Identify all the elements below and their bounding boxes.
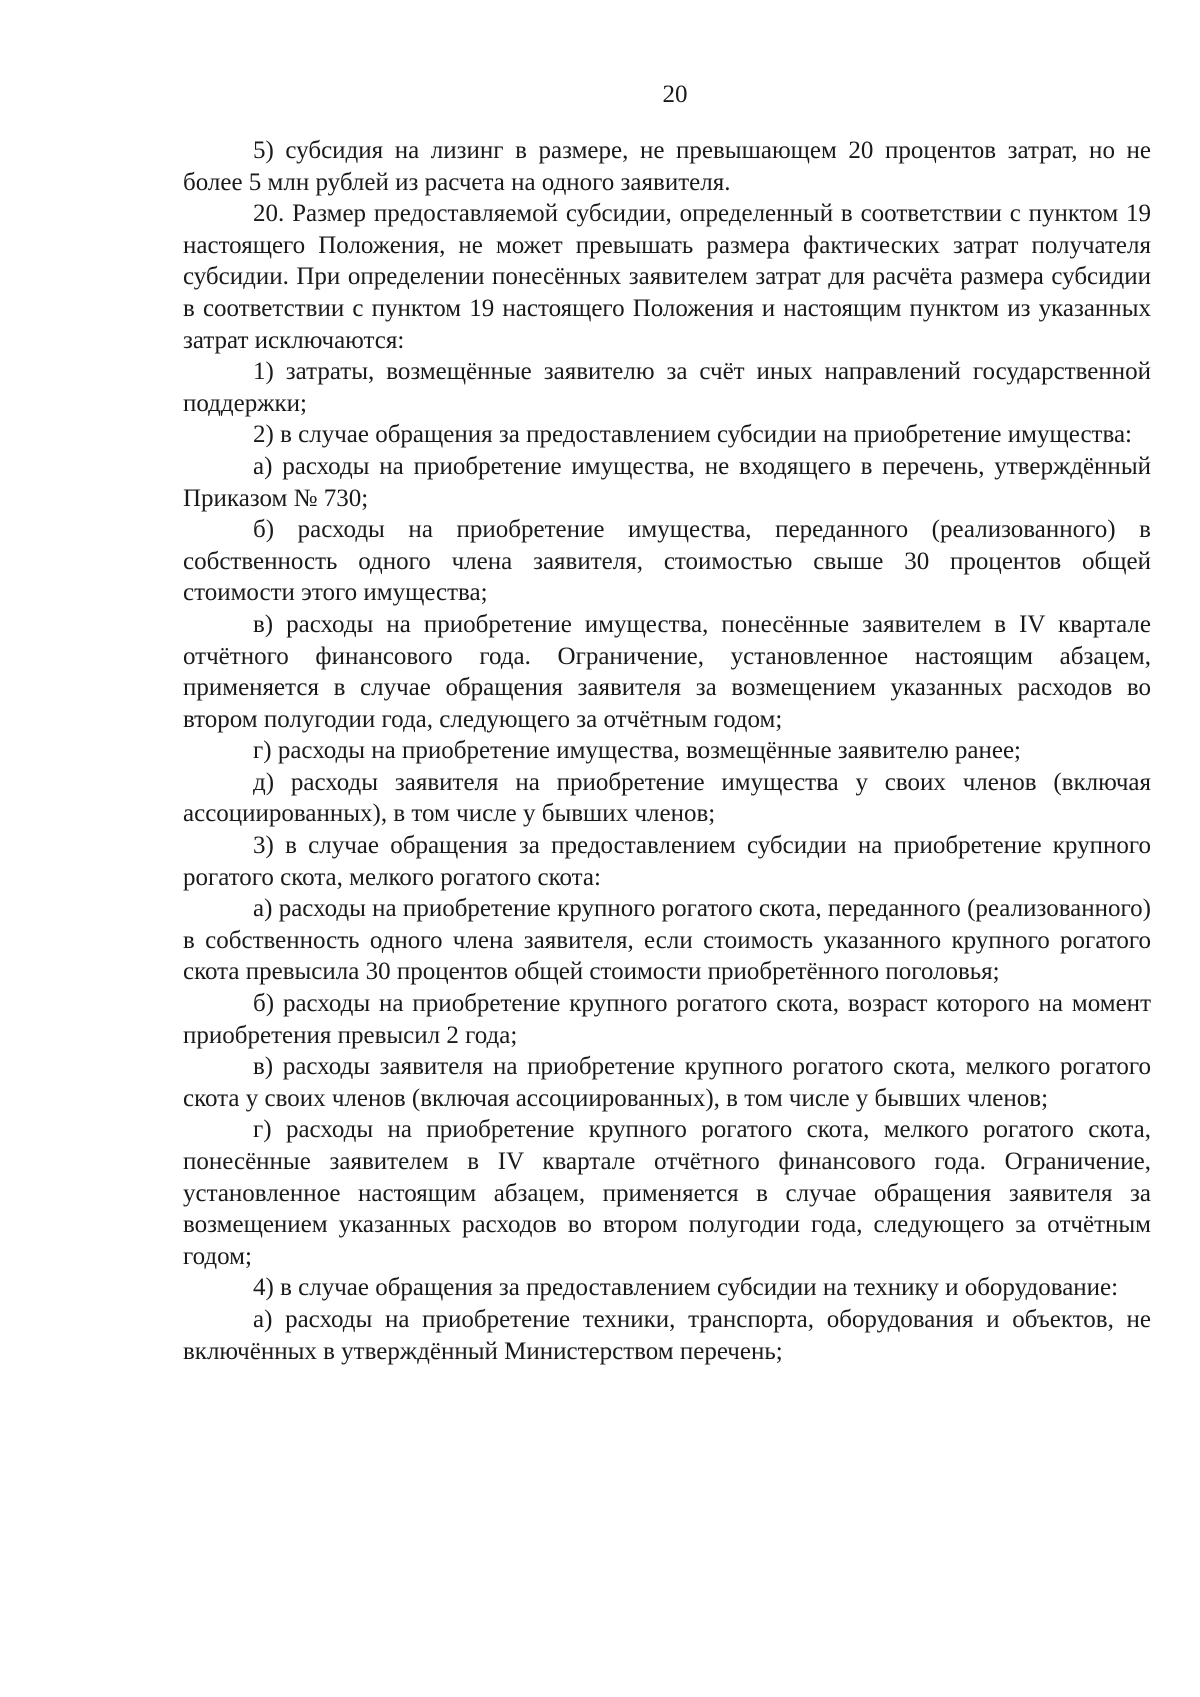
list-item-1: 1) затраты, возмещённые заявителю за счёт иных направлений государственной поддержки; xyxy=(183,358,1151,417)
list-item-2g: г) расходы на приобретение имущества, возмещённые заявителю ранее; xyxy=(253,737,1021,765)
list-item-4: 4) в случае обращения за предоставлением субсидии на технику и оборудование: xyxy=(253,1274,1119,1302)
list-item-2a: а) расходы на приобретение имущества, не входящего в перечень, утверждённый Приказом № 730; xyxy=(183,452,1151,512)
list-item-3b: б) расходы на приобретение крупного рогатого скота, возраст которого на момент приобретения превысил 2 года; xyxy=(183,990,1151,1049)
list-item-4a: а) расходы на приобретение техники, транспорта, оборудования и объектов, не включённых в утверждённый Министерством перечень; xyxy=(183,1305,1151,1365)
list-item-2: 2) в случае обращения за предоставлением субсидии на приобретение имущества: xyxy=(253,421,1132,449)
list-item-3: 3) в случае обращения за предоставлением субсидии на приобретение крупного рогатого скота, мелкого рогатого скота: xyxy=(183,832,1151,891)
list-item-3a: а) расходы на приобретение крупного рогатого скота, переданного (реализованного) в собственность одного члена заявителя, если стоимость указанного крупного рогатого скота превысила 30 процентов общей стоимости приобретённого поголовья; xyxy=(183,895,1151,986)
paragraph-20-subsidy-size: 20. Размер предоставляемой субсидии, определенный в соответствии с пунктом 19 настоящего Положения, не может превышать размера фактических затрат получателя субсидии. При определении понесённых заявителем затрат для расчёта размера субсидии в соответствии с пунктом 19 настоящего Положения и настоящим пунктом из указанных затрат исключаются: xyxy=(183,200,1151,354)
page-number: 20 xyxy=(662,81,688,108)
list-item-3v: в) расходы заявителя на приобретение крупного рогатого скота, мелкого рогатого скота у своих членов (включая ассоциированных), в том числе у бывших членов; xyxy=(183,1053,1151,1112)
list-item-2v: в) расходы на приобретение имущества, понесённые заявителем в IV квартале отчётного финансового года. Ограничение, установленное настоящим абзацем, применяется в случае обращения заявителя за возмещением указанных расходов во втором полугодии года, следующего за отчётным годом; xyxy=(183,610,1151,733)
list-item-2b: б) расходы на приобретение имущества, переданного (реализованного) в собственность одного члена заявителя, стоимостью свыше 30 процентов общей стоимости этого имущества; xyxy=(183,516,1151,607)
list-item-2d: д) расходы заявителя на приобретение имущества у своих членов (включая ассоциированных), в том числе у бывших членов; xyxy=(183,768,1151,828)
list-item-3g: г) расходы на приобретение крупного рогатого скота, мелкого рогатого скота, понесённые заявителем в IV квартале отчётного финансового года. Ограничение, установленное настоящим абзацем, применяется в случае обращения заявителя за возмещением указанных расходов во втором полугодии года, следующего за отчётным годом; xyxy=(183,1116,1151,1270)
document-body xyxy=(183,135,1151,1367)
paragraph-5-leasing: 5) субсидия на лизинг в размере, не превышающем 20 процентов затрат, но не более 5 млн рублей из расчета на одного заявителя. xyxy=(183,137,1151,196)
